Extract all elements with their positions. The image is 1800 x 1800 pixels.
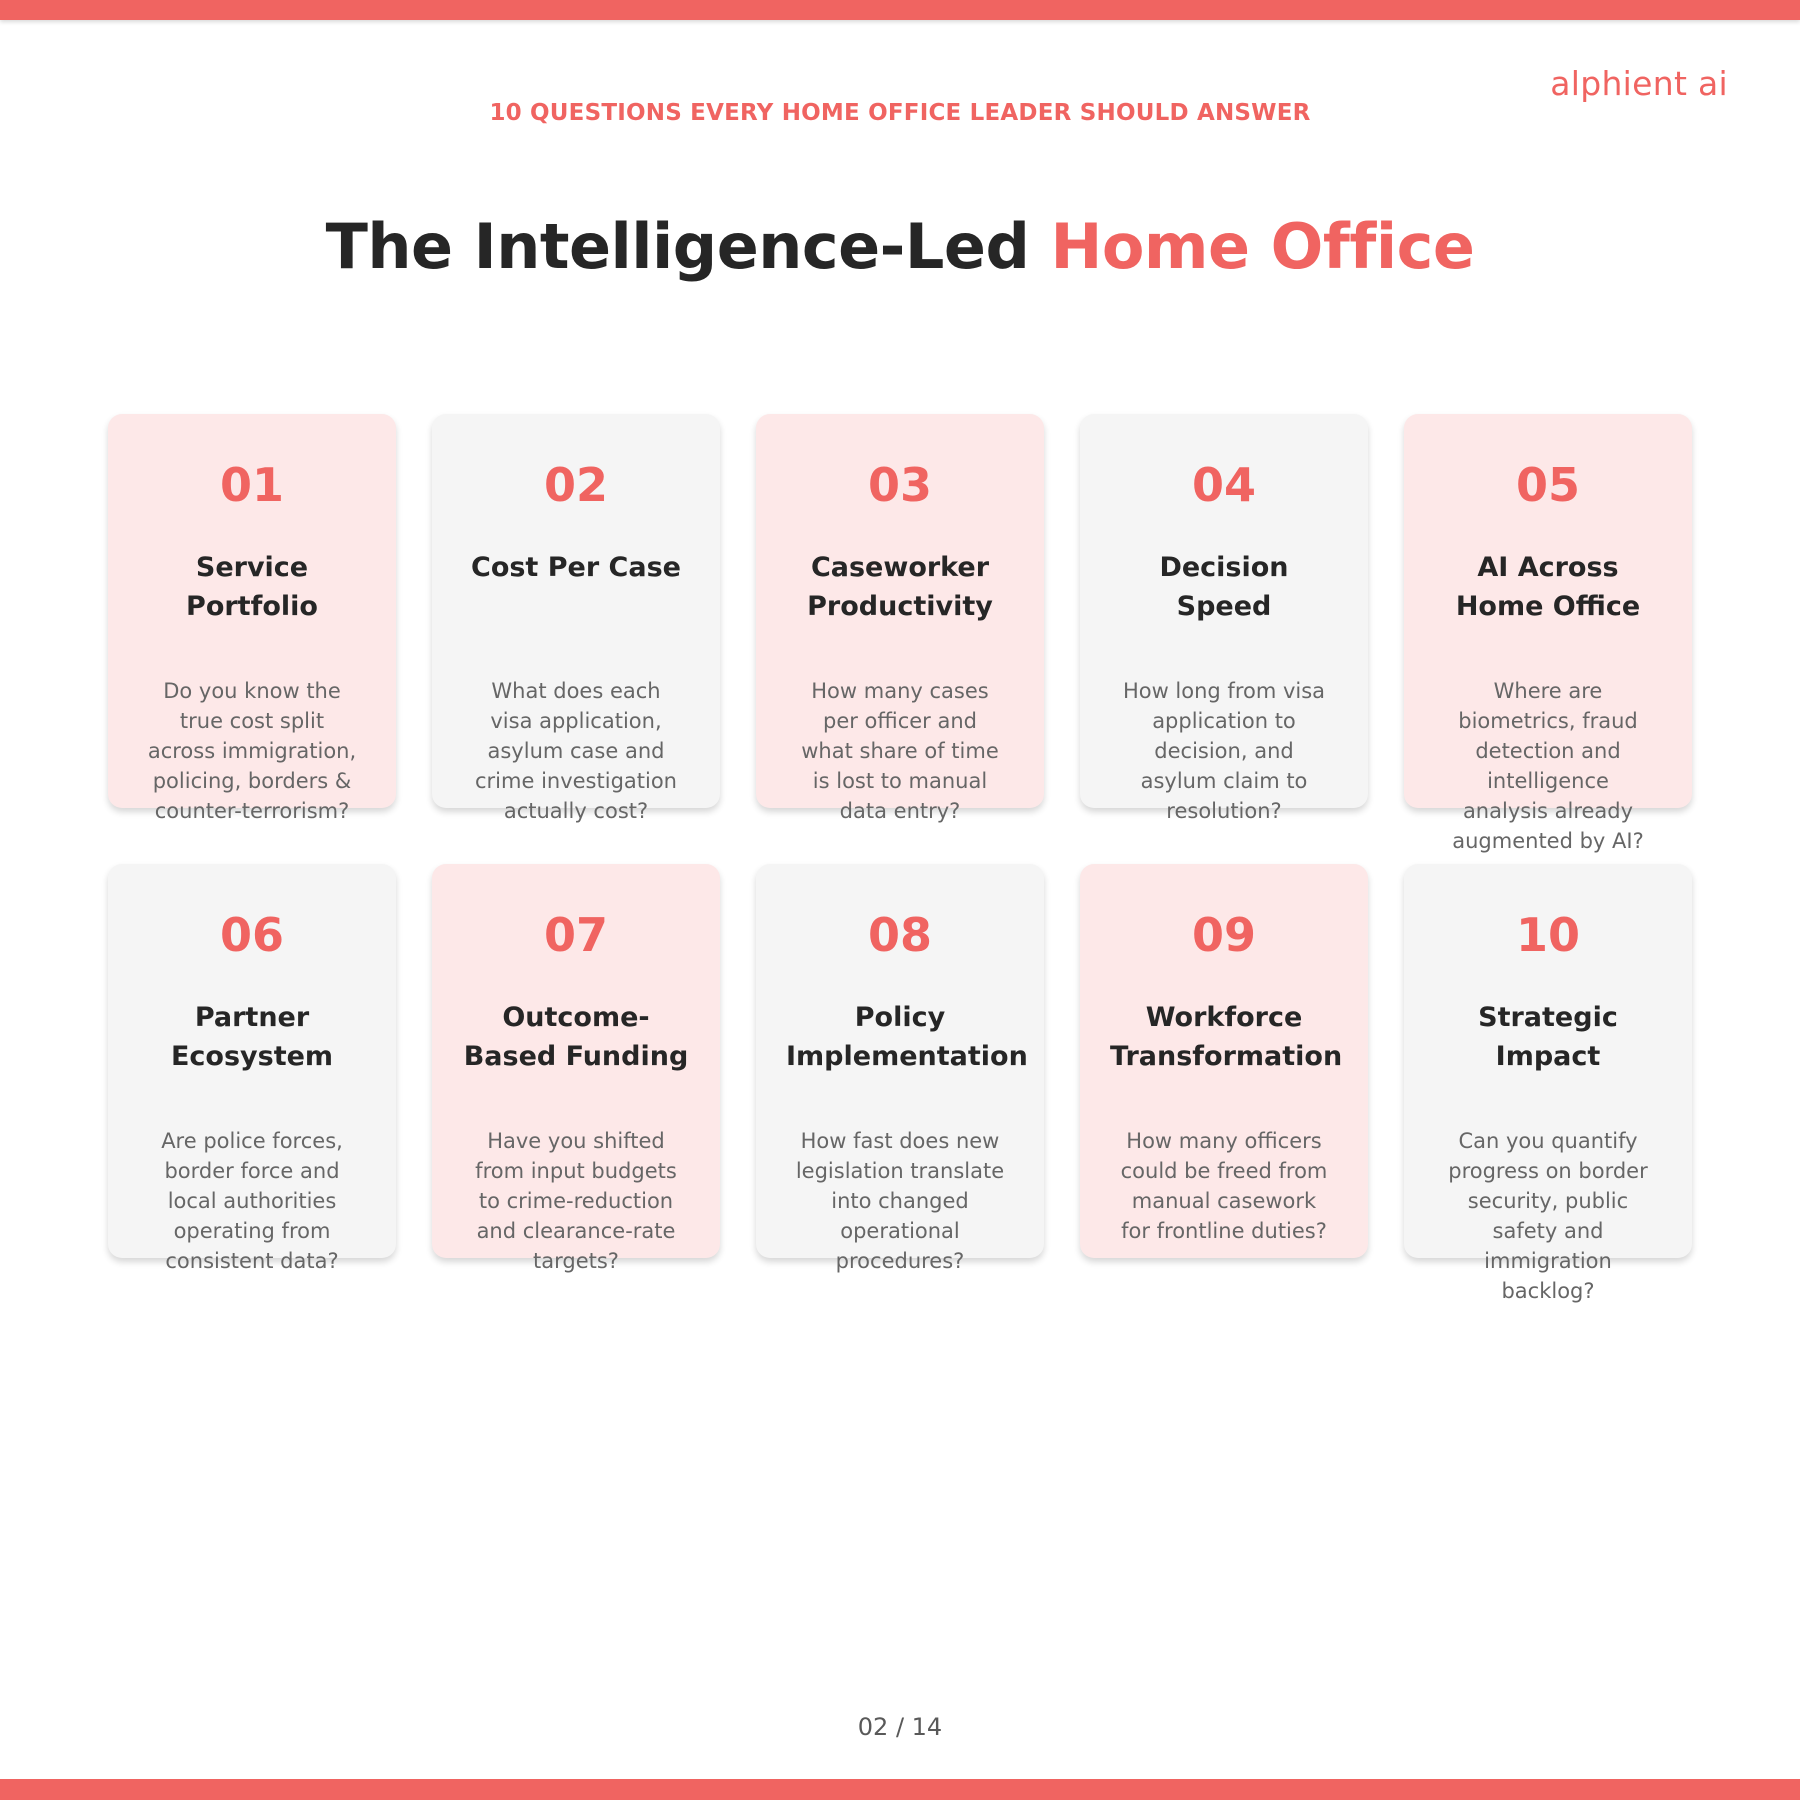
card-question: Do you know the true cost split across immigration, policing, borders & counter-terrorism?: [147, 679, 357, 823]
card-title: Workforce Transformation: [1110, 1002, 1343, 1072]
card-title: Strategic Impact: [1478, 1002, 1618, 1072]
question-card: [1404, 414, 1692, 853]
card-title: Service Portfolio: [186, 552, 318, 622]
card-number: 08: [867, 908, 932, 962]
top-accent-bar: [0, 0, 1800, 20]
card-question: Have you shifted from input budgets to crime-reduction and clearance-rate targets?: [475, 1129, 677, 1273]
question-card: [432, 414, 720, 823]
card-question: Where are biometrics, fraud detection and intelligence analysis already augmented by AI?: [1452, 679, 1644, 853]
card-number: 09: [1191, 908, 1256, 962]
question-card: [756, 414, 1044, 823]
card-number: 10: [1515, 908, 1580, 962]
card-title: AI Across Home Office: [1455, 552, 1641, 622]
card-question: Can you quantify progress on border security, public safety and immigration backlog?: [1448, 1129, 1648, 1303]
question-card: [432, 864, 720, 1273]
page-number: 02 / 14: [857, 1713, 943, 1741]
card-number: 02: [543, 458, 608, 512]
card-title: Caseworker Productivity: [807, 552, 993, 622]
card-question: How many cases per officer and what share of time is lost to manual data entry?: [801, 679, 999, 823]
question-card: [1404, 864, 1692, 1303]
card-number: 06: [219, 908, 284, 962]
card-question: Are police forces, border force and local authorities operating from consistent data?: [161, 1129, 343, 1273]
page-title: [0, 210, 1800, 283]
question-card: [1080, 864, 1368, 1258]
page-title-accent: Home Office: [1050, 210, 1475, 283]
brand-logo: alphient ai: [1550, 64, 1728, 103]
card-number: 03: [867, 458, 932, 512]
card-question: How many officers could be freed from manual casework for frontline duties?: [1120, 1129, 1328, 1243]
bottom-accent-bar: [0, 1779, 1800, 1800]
card-title: Decision Speed: [1159, 552, 1289, 622]
page-kicker: 10 QUESTIONS EVERY HOME OFFICE LEADER SHOULD ANSWER: [489, 100, 1311, 126]
card-question: What does each visa application, asylum case and crime investigation actually cost?: [475, 679, 677, 823]
card-title: Outcome-Based Funding: [463, 1002, 689, 1072]
card-number: 05: [1515, 458, 1580, 512]
question-card: [756, 864, 1044, 1273]
card-title: Cost Per Case: [471, 552, 681, 583]
card-question: How long from visa application to decision, and asylum claim to resolution?: [1122, 679, 1326, 823]
card-question: How fast does new legislation translate into changed operational procedures?: [795, 1129, 1005, 1273]
page-title-main: The Intelligence-Led: [325, 210, 1030, 283]
question-grid: [108, 414, 1692, 1303]
card-number: 01: [219, 458, 284, 512]
card-title: Policy Implementation: [786, 1002, 1028, 1072]
question-card: [108, 864, 396, 1273]
card-number: 07: [543, 908, 608, 962]
card-title: Partner Ecosystem: [170, 1002, 334, 1072]
question-card: [1080, 414, 1368, 823]
question-card: [108, 414, 396, 823]
card-number: 04: [1191, 458, 1256, 512]
